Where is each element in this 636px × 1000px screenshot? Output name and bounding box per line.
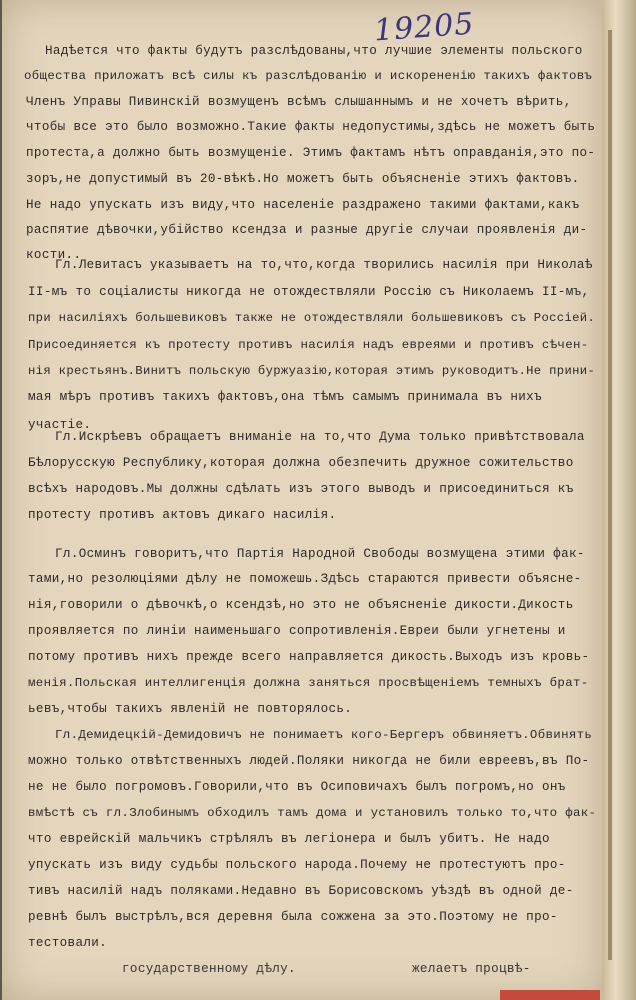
text-line: проявляется по линіи наименьшаго сопротивленія.Евреи были угнетены и xyxy=(28,624,566,638)
text-line: нія крестьянъ.Винитъ польскую буржуазію,которая этимъ руководитъ.Не прини- xyxy=(28,364,596,378)
footer-text-left: государственному дѣлу. xyxy=(122,962,296,976)
text-line: общества приложатъ всѣ силы къ разслѣдованію и искорененію такихъ фактовъ xyxy=(24,69,593,83)
text-line: можно только отвѣтственныхъ людей.Поляки никогда не били евреевъ,въ По- xyxy=(28,754,590,768)
text-line: II-мъ то соціалисты никогда не отождествляли Россію съ Николаемъ II-мъ, xyxy=(28,285,590,299)
text-line: Гл.Искрѣевъ обращаетъ вниманіе на то,что Дума только привѣтствовала xyxy=(55,430,585,444)
text-line: ьевъ,чтобы такихъ явленій не повторялось. xyxy=(28,702,353,716)
footer-text-right: желаетъ процвѣ- xyxy=(412,962,531,976)
text-line: тами,но резолюціями дѣлу не поможешь.Здѣсь стараются привести объясне- xyxy=(28,572,582,586)
binding-strip xyxy=(608,30,612,960)
text-line: Гл.Осминъ говоритъ,что Партія Народной Свободы возмущена этими фак- xyxy=(55,547,585,561)
text-line: Не надо упускать изъ виду,что населеніе раздражено такими фактами,какъ xyxy=(26,198,580,212)
text-line: вмѣстѣ съ гл.Злобинымъ обходилъ тамъ дома и установилъ только то,что фак- xyxy=(28,806,597,820)
text-line: Членъ Управы Пивинскій возмущенъ всѣмъ слышаннымъ и не хочетъ вѣрить, xyxy=(26,95,572,109)
text-line: нія,говорили о дѣвочкѣ,о ксендзѣ,но это не объясненіе дикости.Дикость xyxy=(28,598,574,612)
text-line: Гл.Демидецкій-Демидовичъ не понимаетъ кого-Бергеръ обвиняетъ.Обвинять xyxy=(55,728,593,742)
text-line: всѣхъ народовъ.Мы должны сдѣлать изъ этого выводъ и присоединиться къ xyxy=(28,482,574,496)
text-line: что еврейскій мальчикъ стрѣлялъ въ легіонера и былъ убитъ. Не надо xyxy=(28,832,550,846)
text-line: Надѣется что факты будутъ разслѣдованы,что лучшие элементы польского xyxy=(45,44,583,58)
handwritten-page-number: 19205 xyxy=(372,6,476,49)
text-line: кости.. xyxy=(26,248,82,262)
red-tab-marker xyxy=(500,990,600,1000)
text-line: чтобы все это было возможно.Такие факты недопустимы,здѣсь не можетъ быть xyxy=(26,120,596,134)
text-line: Присоединяется къ протесту противъ насилія надъ евреями и противъ сѣчен- xyxy=(28,338,589,352)
text-line: при насиліяхъ большевиковъ также не отождествляли большевиковъ съ Россіей. xyxy=(28,311,596,325)
text-line: потому противъ нихъ прежде всего направляется дикость.Выходъ изъ кровь- xyxy=(28,650,590,664)
text-line: ревнѣ былъ выстрѣлъ,вся деревня была сожжена за это.Поэтому не про- xyxy=(28,910,558,924)
text-line: участіе. xyxy=(28,418,92,432)
text-line: распятие дѣвочки,убійство ксендза и разные другіе случаи проявленія ди- xyxy=(26,223,588,237)
text-line: менія.Польская интеллигенція должна заняться просвѣщеніемъ темныхъ брат- xyxy=(28,676,589,690)
document-page xyxy=(2,0,602,1000)
text-line: упускать изъ виду судьбы польского народа.Почему не протестуютъ про- xyxy=(28,858,566,872)
text-line: протесту противъ актовъ дикаго насилія. xyxy=(28,508,337,522)
text-line: Бѣлорусскую Республику,которая должна обезпечить дружное сожительство xyxy=(28,456,574,470)
text-line: зоръ,не допустимый въ 20-вѣкѣ.Но можетъ быть объясненіе этихъ фактовъ. xyxy=(26,172,580,186)
text-line: мая мѣръ противъ такихъ фактовъ,она тѣмъ самымъ принимала въ нихъ xyxy=(28,390,542,404)
text-line: тивъ насилій надъ поляками.Недавно въ Борисовскомъ уѣздѣ въ одной де- xyxy=(28,884,574,898)
text-line: Гл.Левитасъ указываетъ на то,что,когда творились насилія при Николаѣ xyxy=(55,258,593,272)
text-line: тестовали. xyxy=(28,936,108,950)
text-line: протеста,а должно быть возмущеніе. Этимъ фактамъ нѣтъ оправданія,это по- xyxy=(26,146,596,160)
text-line: не не было погромовъ.Говорили,что въ Осиповичахъ былъ погромъ,но онъ xyxy=(28,780,566,794)
